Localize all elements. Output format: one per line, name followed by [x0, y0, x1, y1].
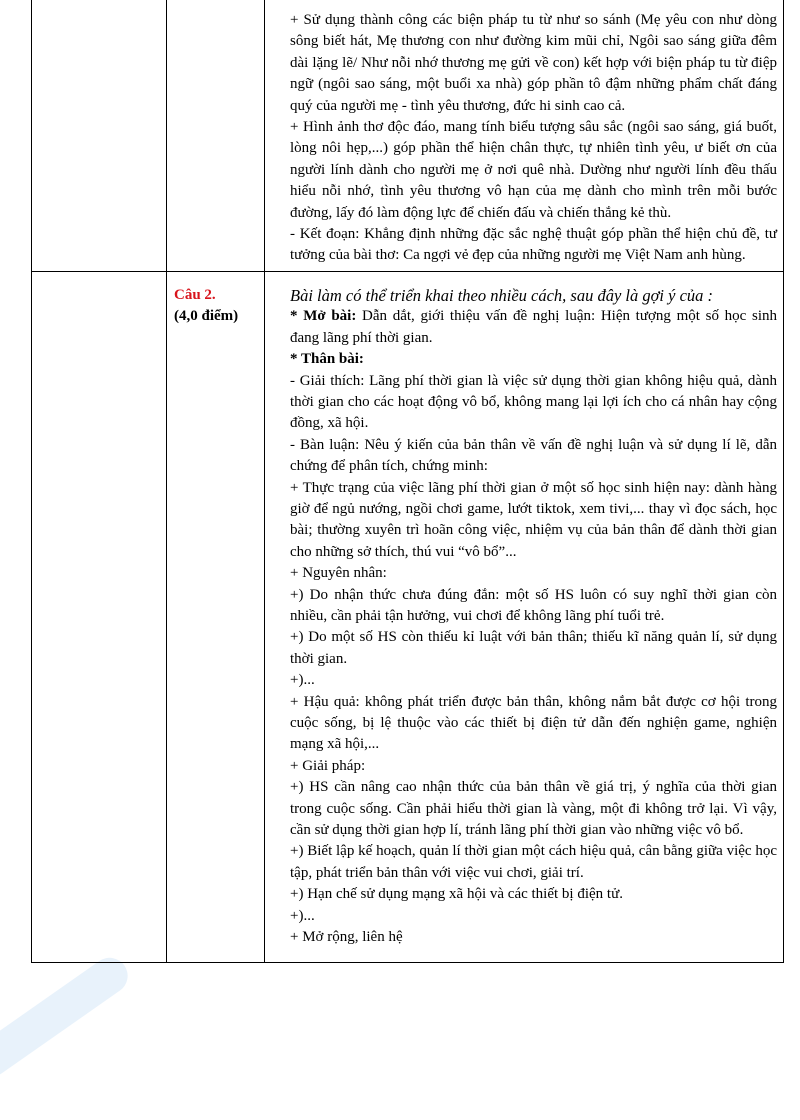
than-bai-label: * Thân bài: — [290, 351, 364, 368]
answer-paragraph: + Thực trạng của việc lãng phí thời gian ở một số học sinh hiện nay: dành hàng giờ để ngủ nướng, ngồi chơi game, lướt tiktok, xem tivi,... thay vì đọc sách, học bài; thường xuyên trì hoãn công việc, nhiệm vụ của bản thân để dành thời gian cho những sở thích, thú vui “vô bổ”... — [290, 479, 777, 560]
answer-paragraph: + Mở rộng, liên hệ — [290, 929, 403, 946]
answer-paragraph: + Hình ảnh thơ độc đáo, mang tính biểu tượng sâu sắc (ngôi sao sáng, giá buốt, lòng nôi hẹp,...) góp phần thể hiện chân thực, tự nhiên tình yêu, ư biết ơn của người lính dành cho người mẹ ở nơi quê nhà. Dường như người lính đều thấu hiểu nỗi nhớ, tình yêu thương vô hạn của mẹ dành cho mình trên mỗi bước đường, lấy đó làm động lực để chiến đấu và chiến thắng kẻ thù. — [290, 119, 777, 221]
answer-intro: Bài làm có thể triển khai theo nhiều cách, sau đây là gợi ý của : — [290, 285, 714, 305]
answer-paragraph: + Nguyên nhân: — [290, 565, 387, 582]
question-title: Câu 2. — [174, 286, 216, 303]
question-points: (4,0 điểm) — [174, 307, 239, 324]
answer-content — [265, 0, 783, 271]
answer-paragraph: - Kết đoạn: Khẳng định những đặc sắc nghệ thuật góp phần thể hiện chủ đề, tư tưởng của bài thơ: Ca ngợi vẻ đẹp của những người mẹ Việt Nam anh hùng. — [290, 226, 777, 264]
answer-paragraph: +) Hạn chế sử dụng mạng xã hội và các thiết bị điện tử. — [290, 886, 623, 903]
answer-paragraph: - Giải thích: Lãng phí thời gian là việc sử dụng thời gian không hiệu quả, dành thời gian cho các hoạt động vô bổ, không mang lại lợi ích cho cá nhân hay cộng đồng, xã hội. — [290, 372, 777, 432]
answer-cell — [265, 271, 784, 963]
answer-paragraph: + Hậu quả: không phát triển được bản thân, không nắm bắt được cơ hội trong cuộc sống, bị lệ thuộc vào các thiết bị điện tử dẫn đến nghiện game, nghiện mạng xã hội,... — [290, 693, 777, 753]
mo-bai — [290, 306, 777, 349]
answer-paragraph: +) Do một số HS còn thiếu kỉ luật với bản thân; thiếu kĩ năng quản lí, sử dụng thời gian. — [290, 629, 777, 667]
question-cell — [167, 0, 265, 271]
mo-bai-text: Dẫn dắt, giới thiệu vấn đề nghị luận: Hiện tượng một số học sinh đang lãng phí thời gian. — [290, 308, 777, 346]
answer-paragraph: +)... — [290, 672, 315, 689]
answer-paragraph: +) HS cần nâng cao nhận thức của bản thân về giá trị, ý nghĩa của thời gian trong cuộc sống. Cần phải hiểu thời gian là vàng, một đi không trở lại. Vì vậy, cần sử dụng thời gian hợp lí, tránh lãng phí thời gian vào những việc vô bổ. — [290, 779, 777, 839]
answer-paragraph: +)... — [290, 907, 315, 924]
question-cell — [167, 271, 265, 963]
table-row — [32, 0, 784, 271]
answer-paragraph: +) Do nhận thức chưa đúng đắn: một số HS luôn có suy nghĩ thời gian còn nhiều, cần phải tận hưởng, vui chơi để không lãng phí tuổi trẻ. — [290, 586, 777, 624]
answer-content — [265, 272, 783, 963]
answer-paragraph: - Bàn luận: Nêu ý kiến của bản thân về vấn đề nghị luận và sử dụng lí lẽ, dẫn chứng để phân tích, chứng minh: — [290, 436, 777, 475]
question-label — [167, 272, 264, 327]
answer-paragraph: + Sử dụng thành công các biện pháp tu từ như so sánh (Mẹ yêu con như dòng sông biết hát, Mẹ thương con như đường kim mũi chỉ, Ngôi sao sáng giữa đêm dài lặng lẽ/ Như nỗi nhớ thương mẹ gửi về con) kết hợp với biện pháp tu từ điệp ngữ (ngôi sao sáng, một buổi xa nhà) góp phần tô đậm những phẩm chất đáng quý của người mẹ - tình yêu thương, đức hi sinh cao cả. — [290, 12, 777, 114]
answer-table — [31, 0, 784, 963]
answer-cell — [265, 0, 784, 271]
answer-paragraph: +) Biết lập kế hoạch, quản lí thời gian một cách hiệu quả, cân bằng giữa việc học tập, phát triển bản thân với việc vui chơi, giải trí. — [290, 843, 777, 881]
mo-bai-label: * Mở bài: — [290, 308, 357, 325]
answer-paragraph: + Giải pháp: — [290, 757, 366, 774]
table-row — [32, 271, 784, 963]
section-cell — [32, 271, 167, 963]
section-cell — [32, 0, 167, 271]
